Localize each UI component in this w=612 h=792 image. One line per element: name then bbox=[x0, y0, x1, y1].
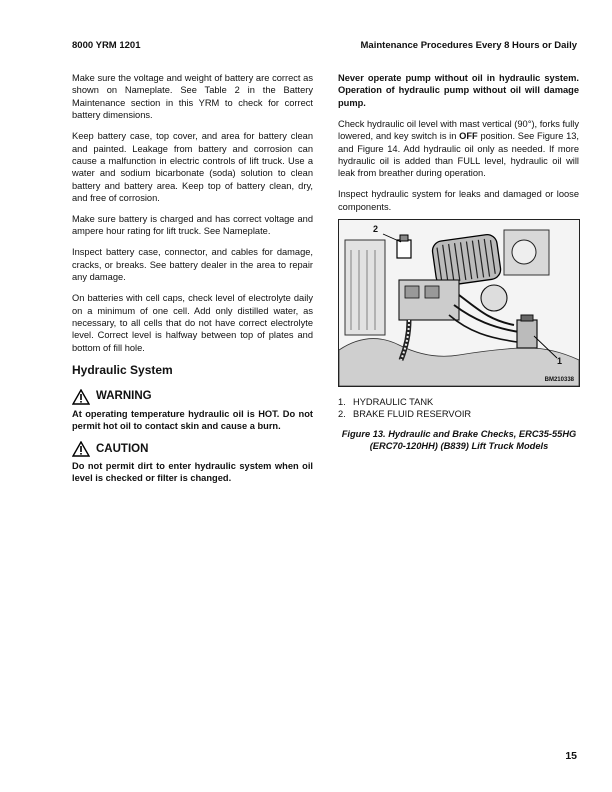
legend-label: BRAKE FLUID RESERVOIR bbox=[353, 408, 472, 419]
warning-text: At operating temperature hydraulic oil is HOT. Do not permit hot oil to contact skin and cause a burn. bbox=[72, 408, 313, 431]
section-title: Maintenance Procedures Every 8 Hours or Daily bbox=[360, 40, 577, 51]
legend-item bbox=[338, 409, 471, 421]
caution-heading bbox=[72, 441, 313, 457]
paragraph-inspect-hydraulic: Inspect hydraulic system for leaks and damaged or loose components. bbox=[338, 189, 579, 212]
legend-label: HYDRAULIC TANK bbox=[353, 397, 434, 407]
figure-image-id: BM210338 bbox=[544, 377, 574, 383]
page-number: 15 bbox=[565, 750, 577, 762]
paragraph-battery-clean: Keep battery case, top cover, and area for battery clean and painted. Leakage from battery and corrosion can cause a malfunction in electric controls of lift truck. Use a water and sodium bicarbonate (soda) solution to clean battery and battery area. Keep top of battery clean, dry, and free of corrosion. bbox=[72, 131, 313, 204]
warning-heading bbox=[72, 389, 313, 405]
paragraph-battery-voltage: Make sure the voltage and weight of battery are correct as shown on Nameplate. See Table 2 in the Battery Maintenance section in this YRM to check for correct battery dimensions. bbox=[72, 73, 313, 121]
engine-compartment-illustration bbox=[339, 220, 579, 386]
legend-item bbox=[338, 397, 471, 409]
paragraph-battery-inspect: Inspect battery case, connector, and cables for damage, cracks, or breaks. See battery dealer in the area to repair any damage. bbox=[72, 247, 313, 283]
legend-number: 1. bbox=[338, 397, 346, 407]
oil-check-text-a: Check hydraulic oil level with mast vertical (90°), forks fully lowered, and key switch is in bbox=[338, 118, 579, 142]
warning-label: WARNING bbox=[96, 390, 152, 403]
right-column bbox=[338, 72, 579, 222]
legend-number: 2. bbox=[338, 408, 346, 419]
oil-check-text-b: position. See Figure 13, and Figure 14. Add hydraulic oil only as needed. If more hydraulic oil is added than FULL level, hydraulic oil will leak from breather during operation. bbox=[338, 131, 579, 179]
caution-label: CAUTION bbox=[96, 442, 149, 455]
figure-legend bbox=[338, 397, 471, 420]
doc-id: 8000 YRM 1201 bbox=[72, 40, 141, 51]
left-column bbox=[72, 72, 313, 493]
callout-2: 2 bbox=[373, 224, 379, 234]
paragraph-pump-warning: Never operate pump without oil in hydraulic system. Operation of hydraulic pump without oil will damage pump. bbox=[338, 73, 579, 108]
off-keyword: OFF bbox=[459, 131, 478, 142]
paragraph-electrolyte: On batteries with cell caps, check level of electrolyte daily on a minimum of one cell. Add only distilled water, as necessary, to all cells that do not have correct electrolyte level. Correct level is halfway between top of plates and bottom of fill hole. bbox=[72, 293, 313, 353]
paragraph-oil-check bbox=[338, 118, 579, 180]
warning-icon bbox=[72, 389, 90, 405]
callout-1: 1 bbox=[557, 356, 563, 366]
paragraph-battery-charge: Make sure battery is charged and has correct voltage and ampere hour rating for lift truck. See Nameplate. bbox=[72, 214, 313, 237]
figure-hydraulic-brake bbox=[338, 219, 580, 387]
caution-icon bbox=[72, 441, 90, 457]
section-heading: Hydraulic System bbox=[72, 363, 173, 378]
figure-caption: Figure 13. Hydraulic and Brake Checks, ERC35-55HG (ERC70-120HH) (B839) Lift Truck Models bbox=[341, 429, 577, 452]
caution-text: Do not permit dirt to enter hydraulic system when oil level is checked or filter is changed. bbox=[72, 460, 313, 484]
